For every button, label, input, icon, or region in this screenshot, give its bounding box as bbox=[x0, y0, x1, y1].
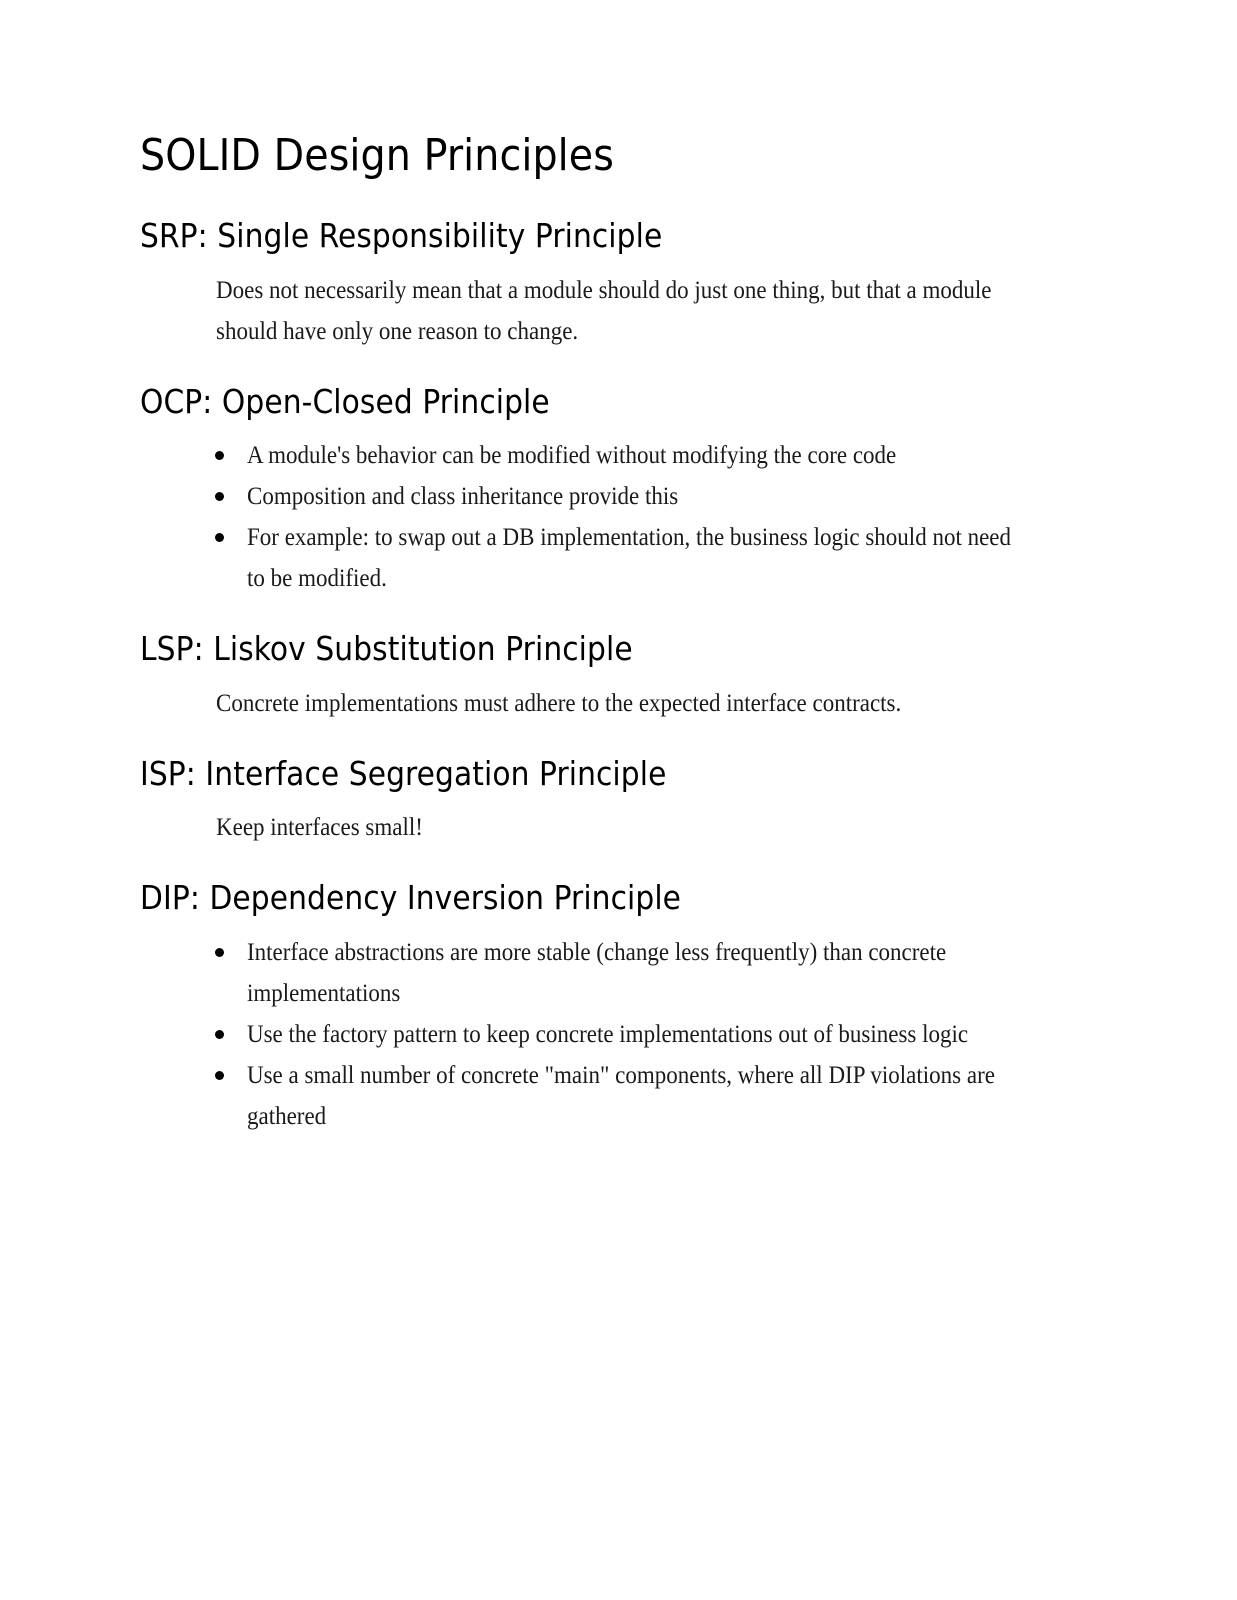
list-item bbox=[215, 1014, 1097, 1055]
bullet-dot-icon bbox=[215, 1071, 224, 1080]
section-ocp bbox=[140, 382, 1097, 600]
section-heading-srp: SRP: Single Responsibility Principle bbox=[140, 215, 663, 255]
list-item-text: Composition and class inheritance provide this bbox=[247, 483, 679, 511]
bullet-dot-icon bbox=[215, 533, 224, 542]
section-paragraph-isp: Keep interfaces small! bbox=[216, 814, 423, 842]
bullet-dot-icon bbox=[215, 948, 224, 957]
list-item-text: Use a small number of concrete "main" components, where all DIP violations are gathered bbox=[247, 1061, 995, 1130]
section-paragraph-srp: Does not necessarily mean that a module should do just one thing, but that a module should have only one reason to change. bbox=[216, 276, 992, 345]
section-heading-dip: DIP: Dependency Inversion Principle bbox=[140, 878, 682, 918]
section-heading-lsp: LSP: Liskov Substitution Principle bbox=[140, 629, 633, 669]
list-item bbox=[215, 932, 1097, 1014]
list-item-text: For example: to swap out a DB implementation, the business logic should not need to be modified. bbox=[247, 524, 1012, 593]
list-item-text: Use the factory pattern to keep concrete implementations out of business logic bbox=[247, 1020, 969, 1048]
section-paragraph-lsp: Concrete implementations must adhere to the expected interface contracts. bbox=[216, 689, 902, 717]
section-heading-ocp: OCP: Open-Closed Principle bbox=[140, 381, 550, 421]
section-isp bbox=[140, 754, 1097, 849]
section-dip bbox=[140, 878, 1097, 1137]
page-bottom-spacer bbox=[140, 1137, 1097, 1138]
page-title: SOLID Design Principles bbox=[140, 130, 614, 181]
list-item-text: A module's behavior can be modified without modifying the core code bbox=[247, 442, 897, 470]
bullet-dot-icon bbox=[215, 492, 224, 501]
section-lsp bbox=[140, 629, 1097, 724]
list-item bbox=[215, 476, 1097, 517]
bullet-list-dip bbox=[140, 932, 1097, 1137]
bullet-dot-icon bbox=[215, 1030, 224, 1039]
bullet-dot-icon bbox=[215, 451, 224, 460]
list-item-text: Interface abstractions are more stable (change less frequently) than concrete implementations bbox=[247, 938, 947, 1007]
section-heading-isp: ISP: Interface Segregation Principle bbox=[140, 753, 667, 793]
list-item bbox=[215, 517, 1097, 599]
section-srp bbox=[140, 216, 1097, 352]
list-item bbox=[215, 435, 1097, 476]
bullet-list-ocp bbox=[140, 435, 1097, 599]
list-item bbox=[215, 1055, 1097, 1137]
